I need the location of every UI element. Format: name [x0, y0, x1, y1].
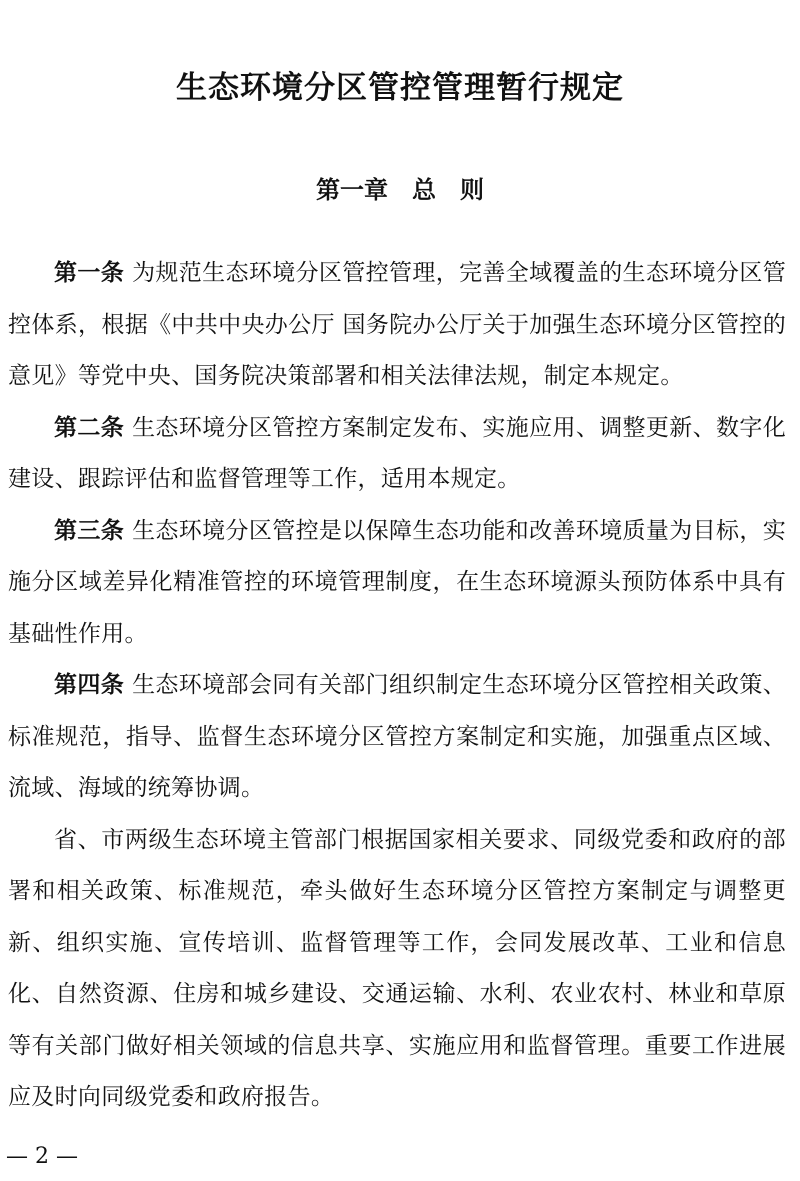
article-number: 第四条: [54, 672, 125, 698]
document-body: [8, 248, 786, 1124]
paragraph-text: 省、市两级生态环境主管部门根据国家相关要求、同级党委和政府的部署和相关政策、标准规范，牵头做好生态环境分区管控方案制定与调整更新、组织实施、宣传培训、监督管理等工作，会同发展改革、工业和信息化、自然资源、住房和城乡建设、交通运输、水利、农业农村、林业和草原等有关部门做好相关领域的信息共享、实施应用和监督管理。重要工作进展应及时向同级党委和政府报告。: [8, 826, 786, 1110]
article-paragraph: [8, 660, 786, 815]
article-paragraph: [8, 403, 786, 506]
chapter-heading: 第一章 总 则: [316, 176, 484, 204]
article-text: 生态环境分区管控是以保障生态功能和改善环境质量为目标，实施分区域差异化精准管控的环境管理制度，在生态环境源头预防体系中具有基础性作用。: [8, 517, 786, 647]
article-number: 第一条: [54, 260, 125, 286]
article-number: 第二条: [54, 414, 125, 441]
page-number: — 2 —: [6, 1144, 78, 1169]
article-paragraph: [8, 248, 786, 403]
article-number: 第三条: [54, 517, 125, 544]
document-title: 生态环境分区管控管理暂行规定: [176, 70, 624, 106]
article-paragraph: [8, 506, 786, 661]
body-paragraph: [8, 815, 786, 1124]
article-text: 生态环境部会同有关部门组织制定生态环境分区管控相关政策、标准规范，指导、监督生态环境分区管控方案制定和实施，加强重点区域、流域、海域的统筹协调。: [8, 672, 786, 801]
article-text: 为规范生态环境分区管控管理，完善全域覆盖的生态环境分区管控体系，根据《中共中央办公厅 国务院办公厅关于加强生态环境分区管控的意见》等党中央、国务院决策部署和相关法律法规，制定本规定。: [8, 260, 786, 389]
article-text: 生态环境分区管控方案制定发布、实施应用、调整更新、数字化建设、跟踪评估和监督管理等工作，适用本规定。: [8, 414, 786, 492]
